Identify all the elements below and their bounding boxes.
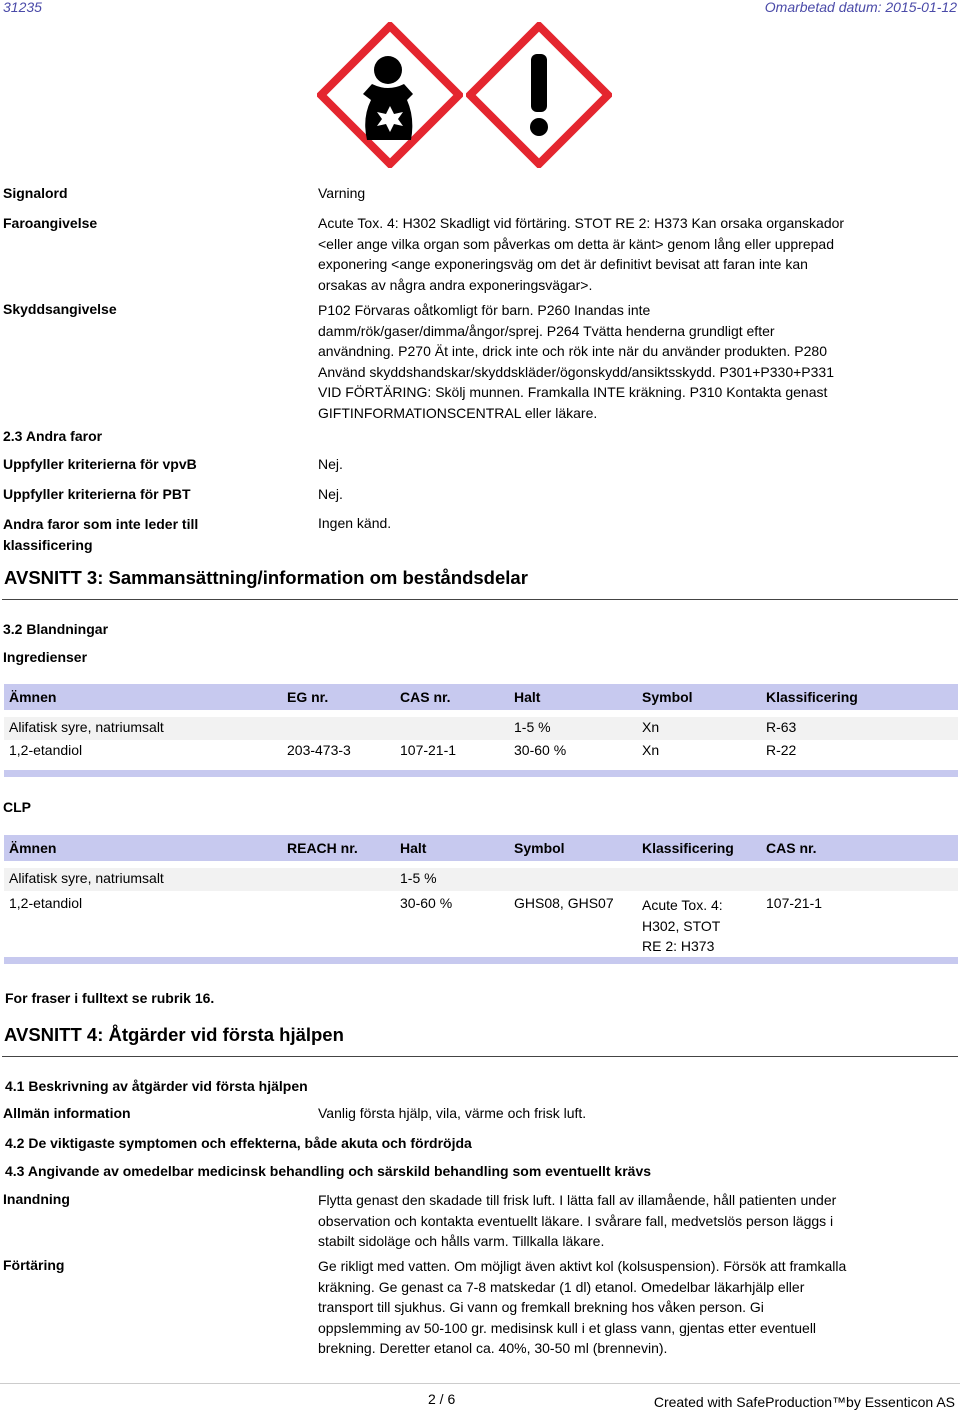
precaution-line: damm/rök/gaser/dimma/ångor/sprej. P264 Tvätta henderna grundligt efter: [318, 322, 775, 339]
hazard-statements: [318, 213, 938, 295]
precaution-line: Använd skyddshandskar/skyddskläder/ögonskydd/ansiktsskydd. P301+P330+P331: [318, 363, 834, 380]
table-cell: 30-60 %: [514, 742, 567, 758]
precaution-label: Skyddsangivelse: [3, 301, 117, 317]
table-row: [4, 868, 958, 891]
inhalation-line: observation och kontakta eventuellt läkare. I svårare fall, medvetslös person läggs i: [318, 1212, 834, 1229]
table-cell: [637, 868, 761, 891]
mixtures-title: 3.2 Blandningar: [3, 621, 109, 637]
general-info-value: Vanlig första hjälp, vila, värme och frisk luft.: [318, 1105, 587, 1121]
table-row: [4, 717, 958, 740]
table-cell: 203-473-3: [287, 742, 351, 758]
table-header-row: [4, 835, 958, 861]
column-header: Symbol: [637, 684, 761, 710]
section-3-title: AVSNITT 3: Sammansättning/information om beståndsdelar: [4, 567, 528, 588]
subsection-4-2: 4.2 De viktigaste symptomen och effekterna, både akuta och fördröjda: [5, 1135, 472, 1151]
column-header: Halt: [395, 835, 509, 861]
hazard-line: Acute Tox. 4: H302 Skadligt vid förtäring. STOT RE 2: H373 Kan orsaka organskador: [318, 215, 845, 231]
table-cell: 30-60 %: [400, 895, 453, 911]
classification-line: H302, STOT: [642, 917, 721, 934]
inhalation-label: Inandning: [3, 1191, 70, 1207]
classification-line: Acute Tox. 4:: [642, 897, 723, 913]
table-cell: [282, 891, 395, 957]
table-cell: 1,2-etandiol: [9, 742, 83, 758]
table-header-row: [4, 684, 958, 710]
table-cell: Xn: [642, 742, 660, 758]
page-number: 2 / 6: [428, 1391, 456, 1407]
table-cell: [509, 868, 637, 891]
classification-line: RE 2: H373: [642, 938, 715, 954]
table-cell-classification: [637, 891, 761, 957]
table-footer-bar: [4, 770, 958, 777]
table-cell: [395, 717, 509, 740]
ingestion-line: kräkning. Ge genast ca 7-8 matskedar (1 dl) etanol. Omedelbar läkarhjälp eller: [318, 1278, 805, 1295]
table-cell: 107-21-1: [400, 742, 457, 758]
vpvb-label: Uppfyller kriterierna för vpvB: [3, 456, 197, 472]
table-cell: Alifatisk syre, natriumsalt: [4, 868, 282, 891]
signal-word-label: Signalord: [3, 185, 68, 201]
precaution-line: GIFTINFORMATIONSCENTRAL eller läkare.: [318, 404, 598, 421]
ingestion-line: brekning. Deretter etanol ca. 40%, 30-50 ml (brennevin).: [318, 1340, 668, 1356]
revision-date: Omarbetad datum: 2015-01-12: [764, 0, 957, 15]
column-header: Symbol: [509, 835, 637, 861]
table-footer-bar: [4, 957, 958, 964]
created-with: Created with SafeProduction™by Essenticon AS: [653, 1394, 955, 1410]
full-text-footnote: For fraser i fulltext se rubrik 16.: [5, 990, 215, 1006]
ingestion-text: [318, 1256, 938, 1359]
clp-label: CLP: [3, 799, 31, 815]
inhalation-line: Flytta genast den skadade till frisk luft. I lätta fall av illamående, håll patienten under: [318, 1192, 837, 1208]
section-4-title: AVSNITT 4: Åtgärder vid första hjälpen: [4, 1024, 344, 1045]
table-cell: 1,2-etandiol: [9, 895, 83, 911]
subsection-4-1: 4.1 Beskrivning av åtgärder vid första hjälpen: [5, 1078, 308, 1094]
pbt-value: Nej.: [318, 486, 343, 502]
other-hazards-label-line: klassificering: [3, 536, 93, 553]
table-cell: R-63: [761, 717, 958, 740]
document-number: 31235: [3, 0, 42, 15]
table-cell: [761, 868, 958, 891]
inhalation-line: stabilt sidoläge och hålls varm. Tillkalla läkare.: [318, 1233, 605, 1249]
column-header: Halt: [509, 684, 637, 710]
other-hazards-title: 2.3 Andra faror: [3, 428, 103, 444]
ingestion-line: Ge rikligt med vatten. Om möjligt även aktivt kol (kolsuspension). Försök att framkalla: [318, 1258, 847, 1274]
exclamation-mark-icon: [466, 22, 612, 168]
column-header: REACH nr.: [282, 835, 395, 861]
general-info-label: Allmän information: [3, 1105, 131, 1121]
column-header: CAS nr.: [395, 684, 509, 710]
table-cell: Xn: [637, 717, 761, 740]
table-cell: R-22: [766, 742, 797, 758]
precaution-line: användning. P270 Ät inte, drick inte och rök inte när du använder produkten. P280: [318, 343, 828, 359]
hazard-statement-label: Faroangivelse: [3, 215, 98, 231]
section-divider: [2, 599, 958, 600]
table-cell: [282, 717, 395, 740]
hazard-line: exponering <ange exponeringsväg om det är definitivt bevisat att faran inte kan: [318, 256, 808, 272]
section-divider: [2, 1056, 958, 1057]
other-hazards-value: Ingen känd.: [318, 515, 392, 531]
ingestion-line: oppslemming av 50-100 gr. medisinsk kull i et glass vann, gjentas etter eventuell: [318, 1319, 817, 1336]
table-cell: [282, 868, 395, 891]
ingredients-label: Ingredienser: [3, 649, 88, 665]
column-header: CAS nr.: [761, 835, 958, 861]
ingredients-table: [4, 684, 958, 777]
precaution-line: P102 Förvaras oåtkomligt för barn. P260 Inandas inte: [318, 302, 651, 318]
other-hazards-label: [3, 514, 198, 555]
precaution-statements: [318, 300, 938, 423]
table-cell: 1-5 %: [509, 717, 637, 740]
inhalation-text: [318, 1190, 938, 1252]
table-cell: Alifatisk syre, natriumsalt: [4, 717, 282, 740]
clp-table: [4, 835, 958, 964]
signal-word-value: Varning: [318, 185, 366, 201]
column-header: Klassificering: [761, 684, 958, 710]
table-row: [4, 740, 958, 763]
pbt-label: Uppfyller kriterierna för PBT: [3, 486, 191, 502]
health-hazard-icon: [317, 22, 463, 168]
footer-divider: [0, 1383, 960, 1384]
vpvb-value: Nej.: [318, 456, 343, 472]
table-cell: 107-21-1: [766, 895, 823, 911]
other-hazards-label-line: Andra faror som inte leder till: [3, 516, 199, 532]
subsection-4-3: 4.3 Angivande av omedelbar medicinsk behandling och särskild behandling som eventuellt krävs: [5, 1163, 652, 1179]
hazard-line: <eller ange vilka organ som påverkas om detta är känt> genom lång eller upprepad: [318, 235, 834, 252]
ingestion-line: transport till sjukhus. Gi vann og fremkall brekning hos våken person. Gi: [318, 1299, 764, 1315]
column-header: Ämnen: [4, 835, 282, 861]
table-cell: 1-5 %: [395, 868, 509, 891]
column-header: Klassificering: [637, 835, 761, 861]
ingestion-label: Förtäring: [3, 1257, 65, 1273]
column-header: Ämnen: [4, 684, 282, 710]
precaution-line: VID FÖRTÄRING: Skölj munnen. Framkalla INTE kräkning. P310 Kontakta genast: [318, 384, 828, 400]
hazard-line: orsakas av några andra exponeringsvägar>.: [318, 276, 593, 293]
column-header: EG nr.: [282, 684, 395, 710]
table-row: [4, 891, 958, 957]
table-cell: GHS08, GHS07: [514, 895, 614, 911]
